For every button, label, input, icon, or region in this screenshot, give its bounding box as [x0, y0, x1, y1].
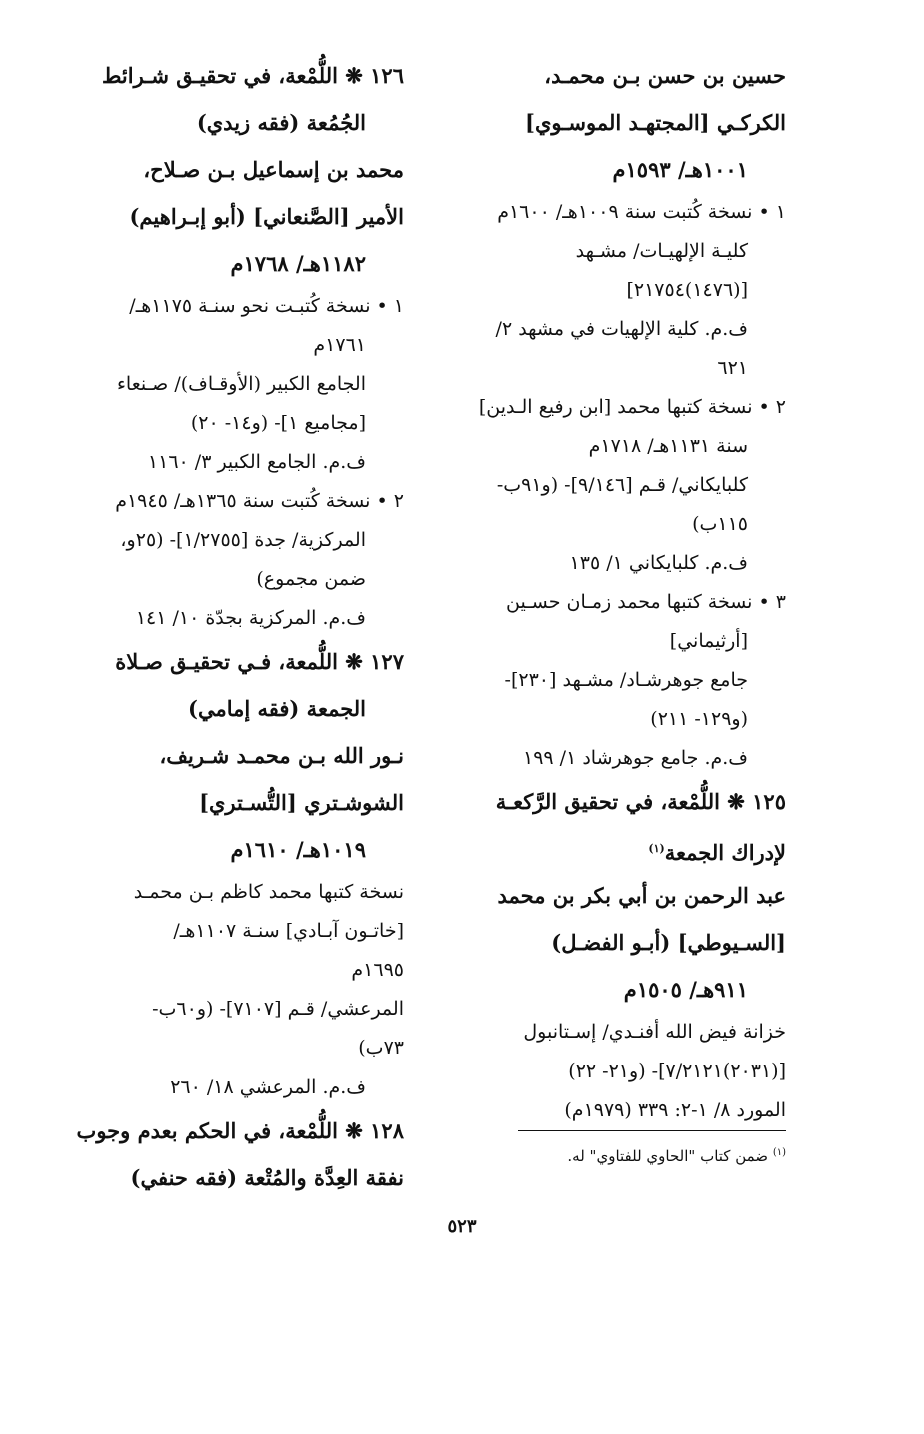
entry-126: [54, 52, 404, 638]
copy-line: ٧٣ب): [358, 1037, 404, 1059]
author-dates: ٩١١هـ/ ١٥٠٥م: [623, 977, 748, 1002]
author-line: [السـيوطي] (أبـو الفضـل): [551, 930, 786, 955]
copy-line: [أرثيماني]: [669, 630, 748, 652]
footnote-divider: [518, 1130, 786, 1131]
copy-number: ٢ •: [758, 396, 786, 418]
entry-125: [446, 778, 786, 1130]
footnote-marker: (١): [648, 842, 665, 855]
copy-number: ٣ •: [758, 591, 786, 613]
copy-line: جامع جوهرشـاد/ مشـهد [٢٣٠]-: [504, 669, 748, 691]
copy-line: ١٦٩٥م: [351, 959, 404, 981]
copy-line: نسخة كُتبت سنة ١٣٦٥هـ/ ١٩٤٥م: [115, 490, 371, 512]
entry-heading: ١٢٨ ❋ اللُّمْعة، في الحكم بعدم وجوب: [76, 1118, 404, 1143]
copy-2: [446, 388, 786, 583]
copy-line: ١٧٦١م: [313, 334, 366, 356]
entry-heading: ١٢٦ ❋ اللُّمْعة، في تحقيـق شـرائط: [101, 63, 404, 88]
author-line: محمد بن إسماعيل بـن صـلاح،: [143, 157, 404, 182]
page-number: ٥٢٣: [447, 1216, 477, 1237]
copy-line: [خاتـون آبـادي] سنـة ١١٠٧هـ/: [173, 920, 404, 942]
author-line: نـور الله بـن محمـد شـريف،: [159, 743, 404, 768]
footnote: [446, 1140, 786, 1169]
copy-line: [(١٤٧٦)٢١٧٥٤]: [626, 279, 748, 301]
copy-number: ١ •: [376, 295, 404, 317]
left-column: [54, 52, 404, 1201]
copy-line: ف.م. جامع جوهرشاد ١/ ١٩٩: [522, 747, 748, 769]
entry-heading: الجُمُعة (فقه زيدي): [196, 110, 366, 135]
copy-line: [(٢٠٣١)٧/٢١٢١]- (و٢١- ٢٢): [568, 1060, 786, 1082]
author-dates: ١١٨٢هـ/ ١٧٦٨م: [230, 251, 366, 276]
copy-line: نسخة كتبها محمد كاظم بـن محمـد: [133, 881, 404, 903]
copy-number: ١ •: [758, 201, 786, 223]
copy-line: نسخة كُتبت سنة ١٠٠٩هـ/ ١٦٠٠م: [497, 201, 753, 223]
copy-line: ف.م. كلية الإلهيات في مشهد ٢/: [495, 318, 748, 340]
copy-line: ضمن مجموع): [256, 568, 366, 590]
copy-line: (و١٢٩- ٢١١): [650, 708, 748, 730]
copy-line: ٦٢١: [717, 357, 748, 379]
copy-line: كلبايكاني/ قـم [٩/١٤٦]- (و٩١ب-: [496, 474, 748, 496]
copy-line: المرعشي/ قـم [٧١٠٧]- (و٦٠ب-: [152, 998, 404, 1020]
copy-line: سنة ١١٣١هـ/ ١٧١٨م: [588, 435, 748, 457]
copy-line: نسخة كتبها محمد زمـان حسـين: [506, 591, 753, 613]
copy-line: نسخة كتبها محمد [ابن رفيع الـدين]: [478, 396, 753, 418]
entry-heading: ١٢٥ ❋ اللُّمْعة، في تحقيق الرَّكعـة: [495, 789, 786, 814]
author-dates: ١٠٠١هـ/ ١٥٩٣م: [612, 157, 748, 182]
entry-heading: نفقة العِدَّة والمُتْعة (فقه حنفي): [130, 1165, 404, 1190]
copy-line: ١١٥ب): [692, 513, 748, 535]
entry-128: [54, 1107, 404, 1201]
copy-line: ف.م. المرعشي ١٨/ ٢٦٠: [170, 1076, 366, 1098]
copy-line: [مجاميع ١]- (و١٤- ٢٠): [190, 412, 366, 434]
copy-line: كليـة الإلهيـات/ مشـهد: [575, 240, 748, 262]
copy-1: [54, 287, 404, 482]
copy-3: [446, 583, 786, 778]
copy-line: المركزية/ جدة [١/٢٧٥٥]- (٢٥و،: [120, 529, 366, 551]
copy-line: خزانة فيض الله أفنـدي/ إسـتانبول: [523, 1021, 786, 1043]
author-line: الأمير [الصَّنعاني] (أبو إبـراهيم): [129, 204, 404, 229]
footnote-text: ضمن كتاب "الحاوي للفتاوي" له.: [567, 1147, 769, 1165]
author-line: الشوشـتري [التُّسـتري]: [199, 790, 404, 815]
entry-heading: ١٢٧ ❋ اللُّمعة، فـي تحقيـق صـلاة: [115, 649, 404, 674]
copy-line: ف.م. الجامع الكبير ٣/ ١١٦٠: [147, 451, 366, 473]
footnote-number: (١): [772, 1147, 786, 1158]
right-column: [446, 52, 786, 1130]
copy-2: [54, 482, 404, 638]
copy-line: ف.م. كلبايكاني ١/ ١٣٥: [569, 552, 748, 574]
entry-heading: الجمعة (فقه إمامي): [188, 696, 366, 721]
author-line: حسين بن حسن بـن محمـد،: [544, 63, 786, 88]
copy-1: [446, 193, 786, 388]
copy-line: نسخة كُتبـت نحو سنـة ١١٧٥هـ/: [129, 295, 371, 317]
author-line: عبد الرحمن بن أبي بكر بن محمد: [497, 883, 786, 908]
copy-line: ف.م. المركزية بجدّة ١٠/ ١٤١: [135, 607, 366, 629]
copy-line: المورد ٨/ ١-٢: ٣٣٩ (١٩٧٩م): [564, 1099, 786, 1121]
copy-line: الجامع الكبير (الأوقـاف)/ صـنعاء: [116, 373, 366, 395]
entry-127: [54, 638, 404, 1107]
author-line: الكركـي [المجتهـد الموسـوي]: [525, 110, 786, 135]
copy-number: ٢ •: [376, 490, 404, 512]
entry-heading: لإدراك الجمعة: [664, 840, 786, 865]
author-dates: ١٠١٩هـ/ ١٦١٠م: [230, 837, 366, 862]
